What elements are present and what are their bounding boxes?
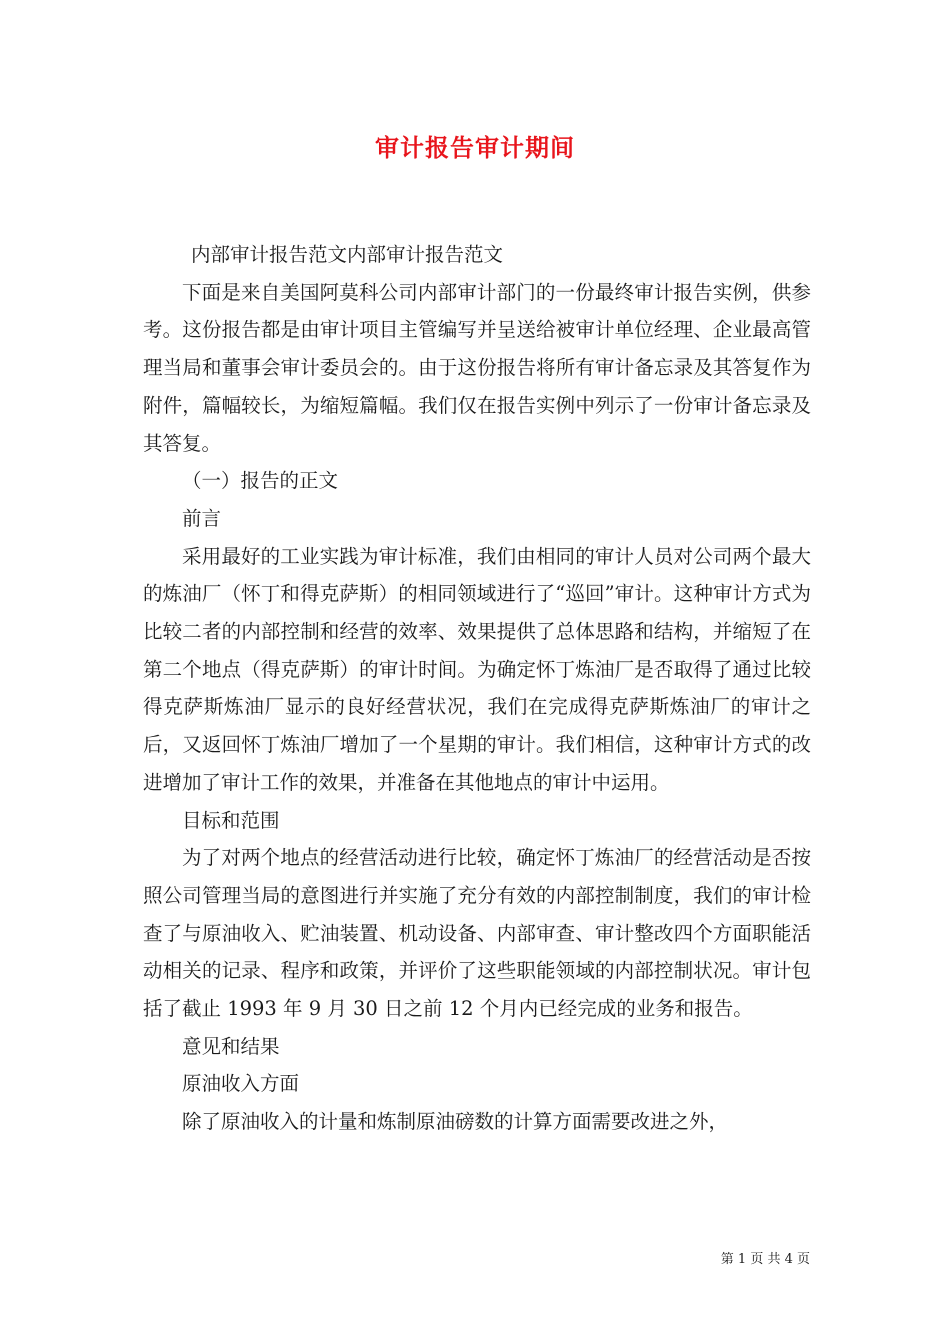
section-heading-objectives: 目标和范围 <box>182 808 280 832</box>
document-title: 审计报告审计期间 <box>375 133 575 162</box>
paragraph-preface: 采用最好的工业实践为审计标准，我们由相同的审计人员对公司两个最大的炼油厂（怀丁和得克萨斯）的相同领域进行了“巡回”审计。这种审计方式为比较二者的内部控制和经营的效率、效果提供了总体思路和结构，并缩短了在第二个地点（得克萨斯）的审计时间。为确定怀丁炼油厂是否取得了通过比较得克萨斯炼油厂显示的良好经营状况，我们在完成得克萨斯炼油厂的审计之后，又返回怀丁炼油厂增加了一个星期的审计。我们相信，这种审计方式的改进增加了审计工作的效果，并准备在其他地点的审计中运用。 <box>143 544 811 794</box>
paragraph-objectives: 为了对两个地点的经营活动进行比较，确定怀丁炼油厂的经营活动是否按照公司管理当局的意图进行并实施了充分有效的内部控制制度，我们的审计检查了与原油收入、贮油装置、机动设备、内部审查、审计整改四个方面职能活动相关的记录、程序和政策，并评价了这些职能领域的内部控制状况。审计包括了截止 1993 年 9 月 30 日之前 12 个月内已经完成的业务和报告。 <box>143 846 811 1021</box>
paragraph-intro: 下面是来自美国阿莫科公司内部审计部门的一份最终审计报告实例，供参考。这份报告都是由审计项目主管编写并呈送给被审计单位经理、企业最高管理当局和董事会审计委员会的。由于这份报告将所有审计备忘录及其答复作为附件，篇幅较长，为缩短篇幅。我们仅在报告实例中列示了一份审计备忘录及其答复。 <box>143 280 811 455</box>
section-heading-preface: 前言 <box>182 506 222 530</box>
section-heading-opinions: 意见和结果 <box>182 1034 280 1058</box>
page-number-footer: 第 1 页 共 4 页 <box>720 1252 810 1267</box>
paragraph-crude-receipt: 除了原油收入的计量和炼制原油磅数的计算方面需要改进之外， <box>182 1110 729 1134</box>
paragraph-subtitle: 内部审计报告范文内部审计报告范文 <box>191 243 504 266</box>
document-body <box>143 236 811 1141</box>
section-heading-crude-receipt: 原油收入方面 <box>182 1072 300 1096</box>
section-heading-report-body: （一）报告的正文 <box>182 469 339 493</box>
